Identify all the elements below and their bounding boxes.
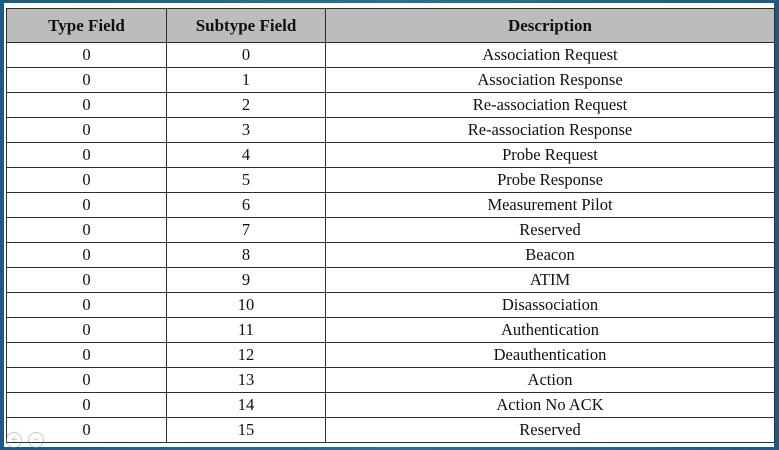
cell-subtype-field: 7 [167,218,326,243]
table-row [7,68,775,93]
cell-description: Measurement Pilot [326,193,775,218]
cell-subtype-field: 1 [167,68,326,93]
cell-subtype-field: 14 [167,393,326,418]
cell-type-field: 0 [7,268,167,293]
cell-subtype-field: 3 [167,118,326,143]
cell-description: Probe Request [326,143,775,168]
table-row [7,193,775,218]
cell-type-field: 0 [7,368,167,393]
cell-description: Reserved [326,218,775,243]
cell-description: ATIM [326,268,775,293]
table-row [7,168,775,193]
table-row [7,118,775,143]
cell-description: Probe Response [326,168,775,193]
cell-type-field: 0 [7,143,167,168]
zoom-in-icon[interactable]: + [6,432,22,448]
cell-type-field: 0 [7,168,167,193]
cell-description: Action [326,368,775,393]
cell-subtype-field: 6 [167,193,326,218]
cell-type-field: 0 [7,218,167,243]
table-row [7,418,775,443]
table-header-row [7,9,775,43]
table-row [7,318,775,343]
cell-description: Association Response [326,68,775,93]
cell-description: Re-association Response [326,118,775,143]
cell-subtype-field: 11 [167,318,326,343]
cell-type-field: 0 [7,293,167,318]
cell-subtype-field: 15 [167,418,326,443]
viewer-controls [6,432,44,448]
cell-type-field: 0 [7,393,167,418]
cell-subtype-field: 0 [167,43,326,68]
cell-description: Beacon [326,243,775,268]
cell-type-field: 0 [7,343,167,368]
cell-type-field: 0 [7,43,167,68]
cell-description: Authentication [326,318,775,343]
cell-type-field: 0 [7,418,167,443]
cell-description: Deauthentication [326,343,775,368]
cell-type-field: 0 [7,118,167,143]
cell-subtype-field: 8 [167,243,326,268]
cell-subtype-field: 5 [167,168,326,193]
cell-type-field: 0 [7,318,167,343]
cell-description: Reserved [326,418,775,443]
cell-type-field: 0 [7,243,167,268]
cell-type-field: 0 [7,93,167,118]
cell-description: Action No ACK [326,393,775,418]
table-sheet [4,3,774,447]
cell-description: Re-association Request [326,93,775,118]
header-type-field: Type Field [7,9,167,43]
table-row [7,393,775,418]
zoom-out-icon[interactable]: − [28,432,44,448]
header-subtype-field: Subtype Field [167,9,326,43]
frame-subtype-table [6,8,775,443]
cell-subtype-field: 10 [167,293,326,318]
table-body [7,43,775,443]
cell-subtype-field: 9 [167,268,326,293]
cell-subtype-field: 4 [167,143,326,168]
table-row [7,293,775,318]
table-row [7,43,775,68]
table-row [7,218,775,243]
cell-description: Association Request [326,43,775,68]
cell-subtype-field: 2 [167,93,326,118]
table-row [7,93,775,118]
table-row [7,243,775,268]
cell-subtype-field: 12 [167,343,326,368]
header-description: Description [326,9,775,43]
cell-description: Disassociation [326,293,775,318]
cell-type-field: 0 [7,68,167,93]
table-row [7,143,775,168]
cell-type-field: 0 [7,193,167,218]
cell-subtype-field: 13 [167,368,326,393]
table-row [7,268,775,293]
table-row [7,368,775,393]
table-row [7,343,775,368]
